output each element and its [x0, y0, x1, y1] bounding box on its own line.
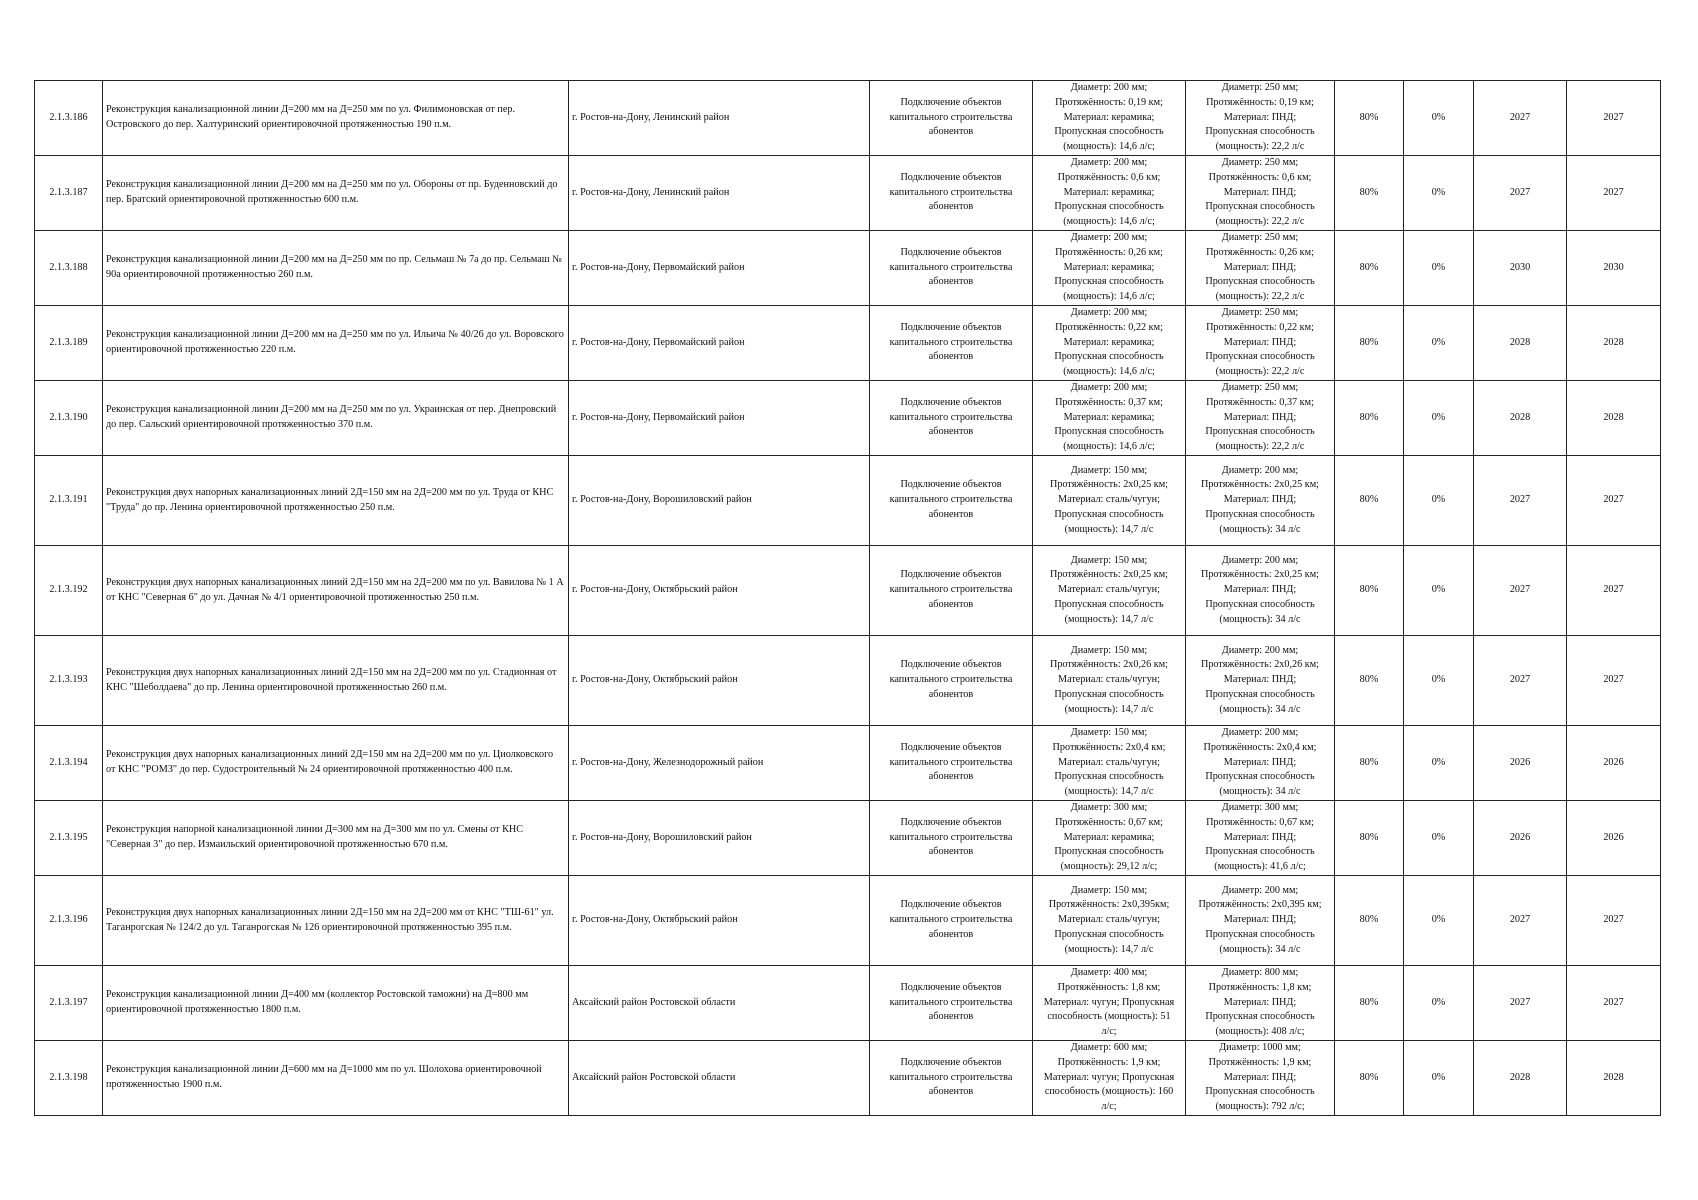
end-year-cell: 2026 [1567, 726, 1661, 801]
end-year-cell: 2027 [1567, 456, 1661, 546]
location-cell: г. Ростов-на-Дону, Первомайский район [569, 231, 870, 306]
end-year-cell: 2027 [1567, 546, 1661, 636]
measure-name-cell: Реконструкция двух напорных канализационных линий 2Д=150 мм на 2Д=200 мм по ул. Труда от КНС "Труда" до пр. Ленина ориентировочной протяженностью 250 п.м. [103, 456, 569, 546]
measure-number-cell: 2.1.3.189 [35, 306, 103, 381]
table-row [35, 306, 1661, 381]
target-wear-percent-cell: 0% [1404, 726, 1474, 801]
investment-works-table [34, 80, 1661, 1116]
end-year-cell: 2026 [1567, 801, 1661, 876]
measure-name-cell: Реконструкция двух напорных канализационных линии 2Д=150 мм на 2Д=200 мм от КНС "ТШ-61" ул. Таганрогская № 124/2 до ул. Таганрогская № 126 ориентировочной протяженностью 395 п.м. [103, 876, 569, 966]
current-parameters-cell: Диаметр: 150 мм; Протяжённость: 2х0,25 км; Материал: сталь/чугун; Пропускная способность (мощность): 14,7 л/с [1033, 456, 1186, 546]
location-cell: г. Ростов-на-Дону, Первомайский район [569, 306, 870, 381]
end-year-cell: 2027 [1567, 81, 1661, 156]
start-year-cell: 2027 [1474, 876, 1567, 966]
wear-percent-cell: 80% [1335, 231, 1404, 306]
target-wear-percent-cell: 0% [1404, 381, 1474, 456]
planned-parameters-cell: Диаметр: 1000 мм; Протяжённость: 1,9 км; Материал: ПНД; Пропускная способность (мощность): 792 л/с; [1186, 1041, 1335, 1116]
measure-name-cell: Реконструкция канализационной линии Д=200 мм на Д=250 мм по ул. Обороны от пр. Буденновский до пер. Братский ориентировочной протяженностью 600 п.м. [103, 156, 569, 231]
measure-name-cell: Реконструкция двух напорных канализационных линий 2Д=150 мм на 2Д=200 мм по ул. Циолковского от КНС "РОМЗ" до пер. Судостроительный № 24 ориентировочной протяженностью 400 п.м. [103, 726, 569, 801]
measure-name-cell: Реконструкция канализационной линии Д=200 мм на Д=250 мм по ул. Ильича № 40/26 до ул. Воровского ориентировочной протяженностью 220 п.м. [103, 306, 569, 381]
wear-percent-cell: 80% [1335, 1041, 1404, 1116]
table-row [35, 156, 1661, 231]
table-row [35, 456, 1661, 546]
wear-percent-cell: 80% [1335, 726, 1404, 801]
target-wear-percent-cell: 0% [1404, 546, 1474, 636]
purpose-cell: Подключение объектов капитального строительства абонентов [870, 636, 1033, 726]
table-row [35, 801, 1661, 876]
current-parameters-cell: Диаметр: 400 мм; Протяжённость: 1,8 км; Материал: чугун; Пропускная способность (мощность): 51 л/с; [1033, 966, 1186, 1041]
location-cell: г. Ростов-на-Дону, Октябрьский район [569, 876, 870, 966]
current-parameters-cell: Диаметр: 150 мм; Протяжённость: 2х0,395км; Материал: сталь/чугун; Пропускная способность (мощность): 14,7 л/с [1033, 876, 1186, 966]
purpose-cell: Подключение объектов капитального строительства абонентов [870, 876, 1033, 966]
measure-name-cell: Реконструкция канализационной линии Д=200 мм на Д=250 мм по пр. Сельмаш № 7а до пр. Сельмаш № 90а ориентировочной протяженностью 260 п.м. [103, 231, 569, 306]
start-year-cell: 2027 [1474, 546, 1567, 636]
table-row [35, 231, 1661, 306]
target-wear-percent-cell: 0% [1404, 456, 1474, 546]
measure-number-cell: 2.1.3.197 [35, 966, 103, 1041]
target-wear-percent-cell: 0% [1404, 966, 1474, 1041]
start-year-cell: 2028 [1474, 1041, 1567, 1116]
start-year-cell: 2027 [1474, 456, 1567, 546]
purpose-cell: Подключение объектов капитального строительства абонентов [870, 801, 1033, 876]
target-wear-percent-cell: 0% [1404, 231, 1474, 306]
end-year-cell: 2028 [1567, 381, 1661, 456]
measure-number-cell: 2.1.3.196 [35, 876, 103, 966]
location-cell: г. Ростов-на-Дону, Октябрьский район [569, 636, 870, 726]
wear-percent-cell: 80% [1335, 801, 1404, 876]
table-row [35, 381, 1661, 456]
planned-parameters-cell: Диаметр: 200 мм; Протяжённость: 2х0,25 км; Материал: ПНД; Пропускная способность (мощность): 34 л/с [1186, 456, 1335, 546]
target-wear-percent-cell: 0% [1404, 801, 1474, 876]
planned-parameters-cell: Диаметр: 250 мм; Протяжённость: 0,6 км; Материал: ПНД; Пропускная способность (мощность): 22,2 л/с [1186, 156, 1335, 231]
start-year-cell: 2026 [1474, 801, 1567, 876]
end-year-cell: 2030 [1567, 231, 1661, 306]
end-year-cell: 2028 [1567, 1041, 1661, 1116]
table-row [35, 726, 1661, 801]
table-row [35, 966, 1661, 1041]
measure-name-cell: Реконструкция канализационной линии Д=400 мм (коллектор Ростовской таможни) на Д=800 мм ориентировочной протяженностью 1800 п.м. [103, 966, 569, 1041]
planned-parameters-cell: Диаметр: 250 мм; Протяжённость: 0,26 км; Материал: ПНД; Пропускная способность (мощность): 22,2 л/с [1186, 231, 1335, 306]
planned-parameters-cell: Диаметр: 200 мм; Протяжённость: 2х0,26 км; Материал: ПНД; Пропускная способность (мощность): 34 л/с [1186, 636, 1335, 726]
measure-name-cell: Реконструкция канализационной линии Д=600 мм на Д=1000 мм по ул. Шолохова ориентировочной протяженностью 1900 п.м. [103, 1041, 569, 1116]
end-year-cell: 2027 [1567, 636, 1661, 726]
wear-percent-cell: 80% [1335, 876, 1404, 966]
planned-parameters-cell: Диаметр: 800 мм; Протяжённость: 1,8 км; Материал: ПНД; Пропускная способность (мощность): 408 л/с; [1186, 966, 1335, 1041]
start-year-cell: 2027 [1474, 156, 1567, 231]
current-parameters-cell: Диаметр: 150 мм; Протяжённость: 2х0,26 км; Материал: сталь/чугун; Пропускная способность (мощность): 14,7 л/с [1033, 636, 1186, 726]
purpose-cell: Подключение объектов капитального строительства абонентов [870, 381, 1033, 456]
wear-percent-cell: 80% [1335, 156, 1404, 231]
planned-parameters-cell: Диаметр: 200 мм; Протяжённость: 2х0,25 км; Материал: ПНД; Пропускная способность (мощность): 34 л/с [1186, 546, 1335, 636]
planned-parameters-cell: Диаметр: 200 мм; Протяжённость: 2х0,395 км; Материал: ПНД; Пропускная способность (мощность): 34 л/с [1186, 876, 1335, 966]
table-row [35, 876, 1661, 966]
end-year-cell: 2028 [1567, 306, 1661, 381]
measure-number-cell: 2.1.3.187 [35, 156, 103, 231]
measure-number-cell: 2.1.3.192 [35, 546, 103, 636]
end-year-cell: 2027 [1567, 966, 1661, 1041]
location-cell: г. Ростов-на-Дону, Ворошиловский район [569, 456, 870, 546]
location-cell: г. Ростов-на-Дону, Ленинский район [569, 81, 870, 156]
target-wear-percent-cell: 0% [1404, 306, 1474, 381]
measure-name-cell: Реконструкция канализационной линии Д=200 мм на Д=250 мм по ул. Филимоновская от пер. Островского до пер. Халтуринский ориентировочной протяженностью 190 п.м. [103, 81, 569, 156]
target-wear-percent-cell: 0% [1404, 81, 1474, 156]
planned-parameters-cell: Диаметр: 250 мм; Протяжённость: 0,19 км; Материал: ПНД; Пропускная способность (мощность): 22,2 л/с [1186, 81, 1335, 156]
current-parameters-cell: Диаметр: 300 мм; Протяжённость: 0,67 км; Материал: керамика; Пропускная способность (мощность): 29,12 л/с; [1033, 801, 1186, 876]
purpose-cell: Подключение объектов капитального строительства абонентов [870, 156, 1033, 231]
current-parameters-cell: Диаметр: 200 мм; Протяжённость: 0,6 км; Материал: керамика; Пропускная способность (мощность): 14,6 л/с; [1033, 156, 1186, 231]
location-cell: Аксайский район Ростовской области [569, 1041, 870, 1116]
current-parameters-cell: Диаметр: 150 мм; Протяжённость: 2х0,25 км; Материал: сталь/чугун; Пропускная способность (мощность): 14,7 л/с [1033, 546, 1186, 636]
measure-number-cell: 2.1.3.194 [35, 726, 103, 801]
purpose-cell: Подключение объектов капитального строительства абонентов [870, 231, 1033, 306]
target-wear-percent-cell: 0% [1404, 636, 1474, 726]
measure-number-cell: 2.1.3.191 [35, 456, 103, 546]
current-parameters-cell: Диаметр: 200 мм; Протяжённость: 0,22 км; Материал: керамика; Пропускная способность (мощность): 14,6 л/с; [1033, 306, 1186, 381]
target-wear-percent-cell: 0% [1404, 876, 1474, 966]
start-year-cell: 2027 [1474, 966, 1567, 1041]
purpose-cell: Подключение объектов капитального строительства абонентов [870, 81, 1033, 156]
measure-number-cell: 2.1.3.193 [35, 636, 103, 726]
measure-name-cell: Реконструкция двух напорных канализационных линий 2Д=150 мм на 2Д=200 мм по ул. Вавилова № 1 А от КНС "Северная 6" до ул. Дачная № 4/1 ориентировочной протяженностью 250 п.м. [103, 546, 569, 636]
table-body [35, 81, 1661, 1116]
measure-name-cell: Реконструкция двух напорных канализационных линий 2Д=150 мм на 2Д=200 мм по ул. Стадионная от КНС "Шеболдаева" до пр. Ленина ориентировочной протяженностью 260 п.м. [103, 636, 569, 726]
purpose-cell: Подключение объектов капитального строительства абонентов [870, 306, 1033, 381]
location-cell: г. Ростов-на-Дону, Ленинский район [569, 156, 870, 231]
start-year-cell: 2028 [1474, 306, 1567, 381]
purpose-cell: Подключение объектов капитального строительства абонентов [870, 1041, 1033, 1116]
measure-number-cell: 2.1.3.195 [35, 801, 103, 876]
wear-percent-cell: 80% [1335, 966, 1404, 1041]
planned-parameters-cell: Диаметр: 250 мм; Протяжённость: 0,37 км; Материал: ПНД; Пропускная способность (мощность): 22,2 л/с [1186, 381, 1335, 456]
planned-parameters-cell: Диаметр: 250 мм; Протяжённость: 0,22 км; Материал: ПНД; Пропускная способность (мощность): 22,2 л/с [1186, 306, 1335, 381]
target-wear-percent-cell: 0% [1404, 156, 1474, 231]
wear-percent-cell: 80% [1335, 381, 1404, 456]
location-cell: г. Ростов-на-Дону, Первомайский район [569, 381, 870, 456]
current-parameters-cell: Диаметр: 200 мм; Протяжённость: 0,37 км; Материал: керамика; Пропускная способность (мощность): 14,6 л/с; [1033, 381, 1186, 456]
wear-percent-cell: 80% [1335, 546, 1404, 636]
wear-percent-cell: 80% [1335, 456, 1404, 546]
table-row [35, 636, 1661, 726]
measure-number-cell: 2.1.3.198 [35, 1041, 103, 1116]
current-parameters-cell: Диаметр: 600 мм; Протяжённость: 1,9 км; Материал: чугун; Пропускная способность (мощность): 160 л/с; [1033, 1041, 1186, 1116]
wear-percent-cell: 80% [1335, 306, 1404, 381]
planned-parameters-cell: Диаметр: 200 мм; Протяжённость: 2х0,4 км; Материал: ПНД; Пропускная способность (мощность): 34 л/с [1186, 726, 1335, 801]
location-cell: Аксайский район Ростовской области [569, 966, 870, 1041]
wear-percent-cell: 80% [1335, 81, 1404, 156]
measure-number-cell: 2.1.3.186 [35, 81, 103, 156]
measure-name-cell: Реконструкция канализационной линии Д=200 мм на Д=250 мм по ул. Украинская от пер. Днепровский до пер. Сальский ориентировочной протяженностью 370 п.м. [103, 381, 569, 456]
measure-number-cell: 2.1.3.190 [35, 381, 103, 456]
start-year-cell: 2028 [1474, 381, 1567, 456]
purpose-cell: Подключение объектов капитального строительства абонентов [870, 966, 1033, 1041]
location-cell: г. Ростов-на-Дону, Октябрьский район [569, 546, 870, 636]
start-year-cell: 2030 [1474, 231, 1567, 306]
start-year-cell: 2027 [1474, 636, 1567, 726]
wear-percent-cell: 80% [1335, 636, 1404, 726]
table-row [35, 81, 1661, 156]
current-parameters-cell: Диаметр: 150 мм; Протяжённость: 2х0,4 км; Материал: сталь/чугун; Пропускная способность (мощность): 14,7 л/с [1033, 726, 1186, 801]
measure-name-cell: Реконструкция напорной канализационной линии Д=300 мм на Д=300 мм по ул. Смены от КНС "Северная 3" до пер. Измаильский ориентировочной протяженностью 670 п.м. [103, 801, 569, 876]
start-year-cell: 2026 [1474, 726, 1567, 801]
current-parameters-cell: Диаметр: 200 мм; Протяжённость: 0,19 км; Материал: керамика; Пропускная способность (мощность): 14,6 л/с; [1033, 81, 1186, 156]
target-wear-percent-cell: 0% [1404, 1041, 1474, 1116]
purpose-cell: Подключение объектов капитального строительства абонентов [870, 726, 1033, 801]
purpose-cell: Подключение объектов капитального строительства абонентов [870, 456, 1033, 546]
end-year-cell: 2027 [1567, 156, 1661, 231]
current-parameters-cell: Диаметр: 200 мм; Протяжённость: 0,26 км; Материал: керамика; Пропускная способность (мощность): 14,6 л/с; [1033, 231, 1186, 306]
start-year-cell: 2027 [1474, 81, 1567, 156]
purpose-cell: Подключение объектов капитального строительства абонентов [870, 546, 1033, 636]
planned-parameters-cell: Диаметр: 300 мм; Протяжённость: 0,67 км; Материал: ПНД; Пропускная способность (мощность): 41,6 л/с; [1186, 801, 1335, 876]
location-cell: г. Ростов-на-Дону, Ворошиловский район [569, 801, 870, 876]
end-year-cell: 2027 [1567, 876, 1661, 966]
table-row [35, 546, 1661, 636]
location-cell: г. Ростов-на-Дону, Железнодорожный район [569, 726, 870, 801]
measure-number-cell: 2.1.3.188 [35, 231, 103, 306]
table-row [35, 1041, 1661, 1116]
